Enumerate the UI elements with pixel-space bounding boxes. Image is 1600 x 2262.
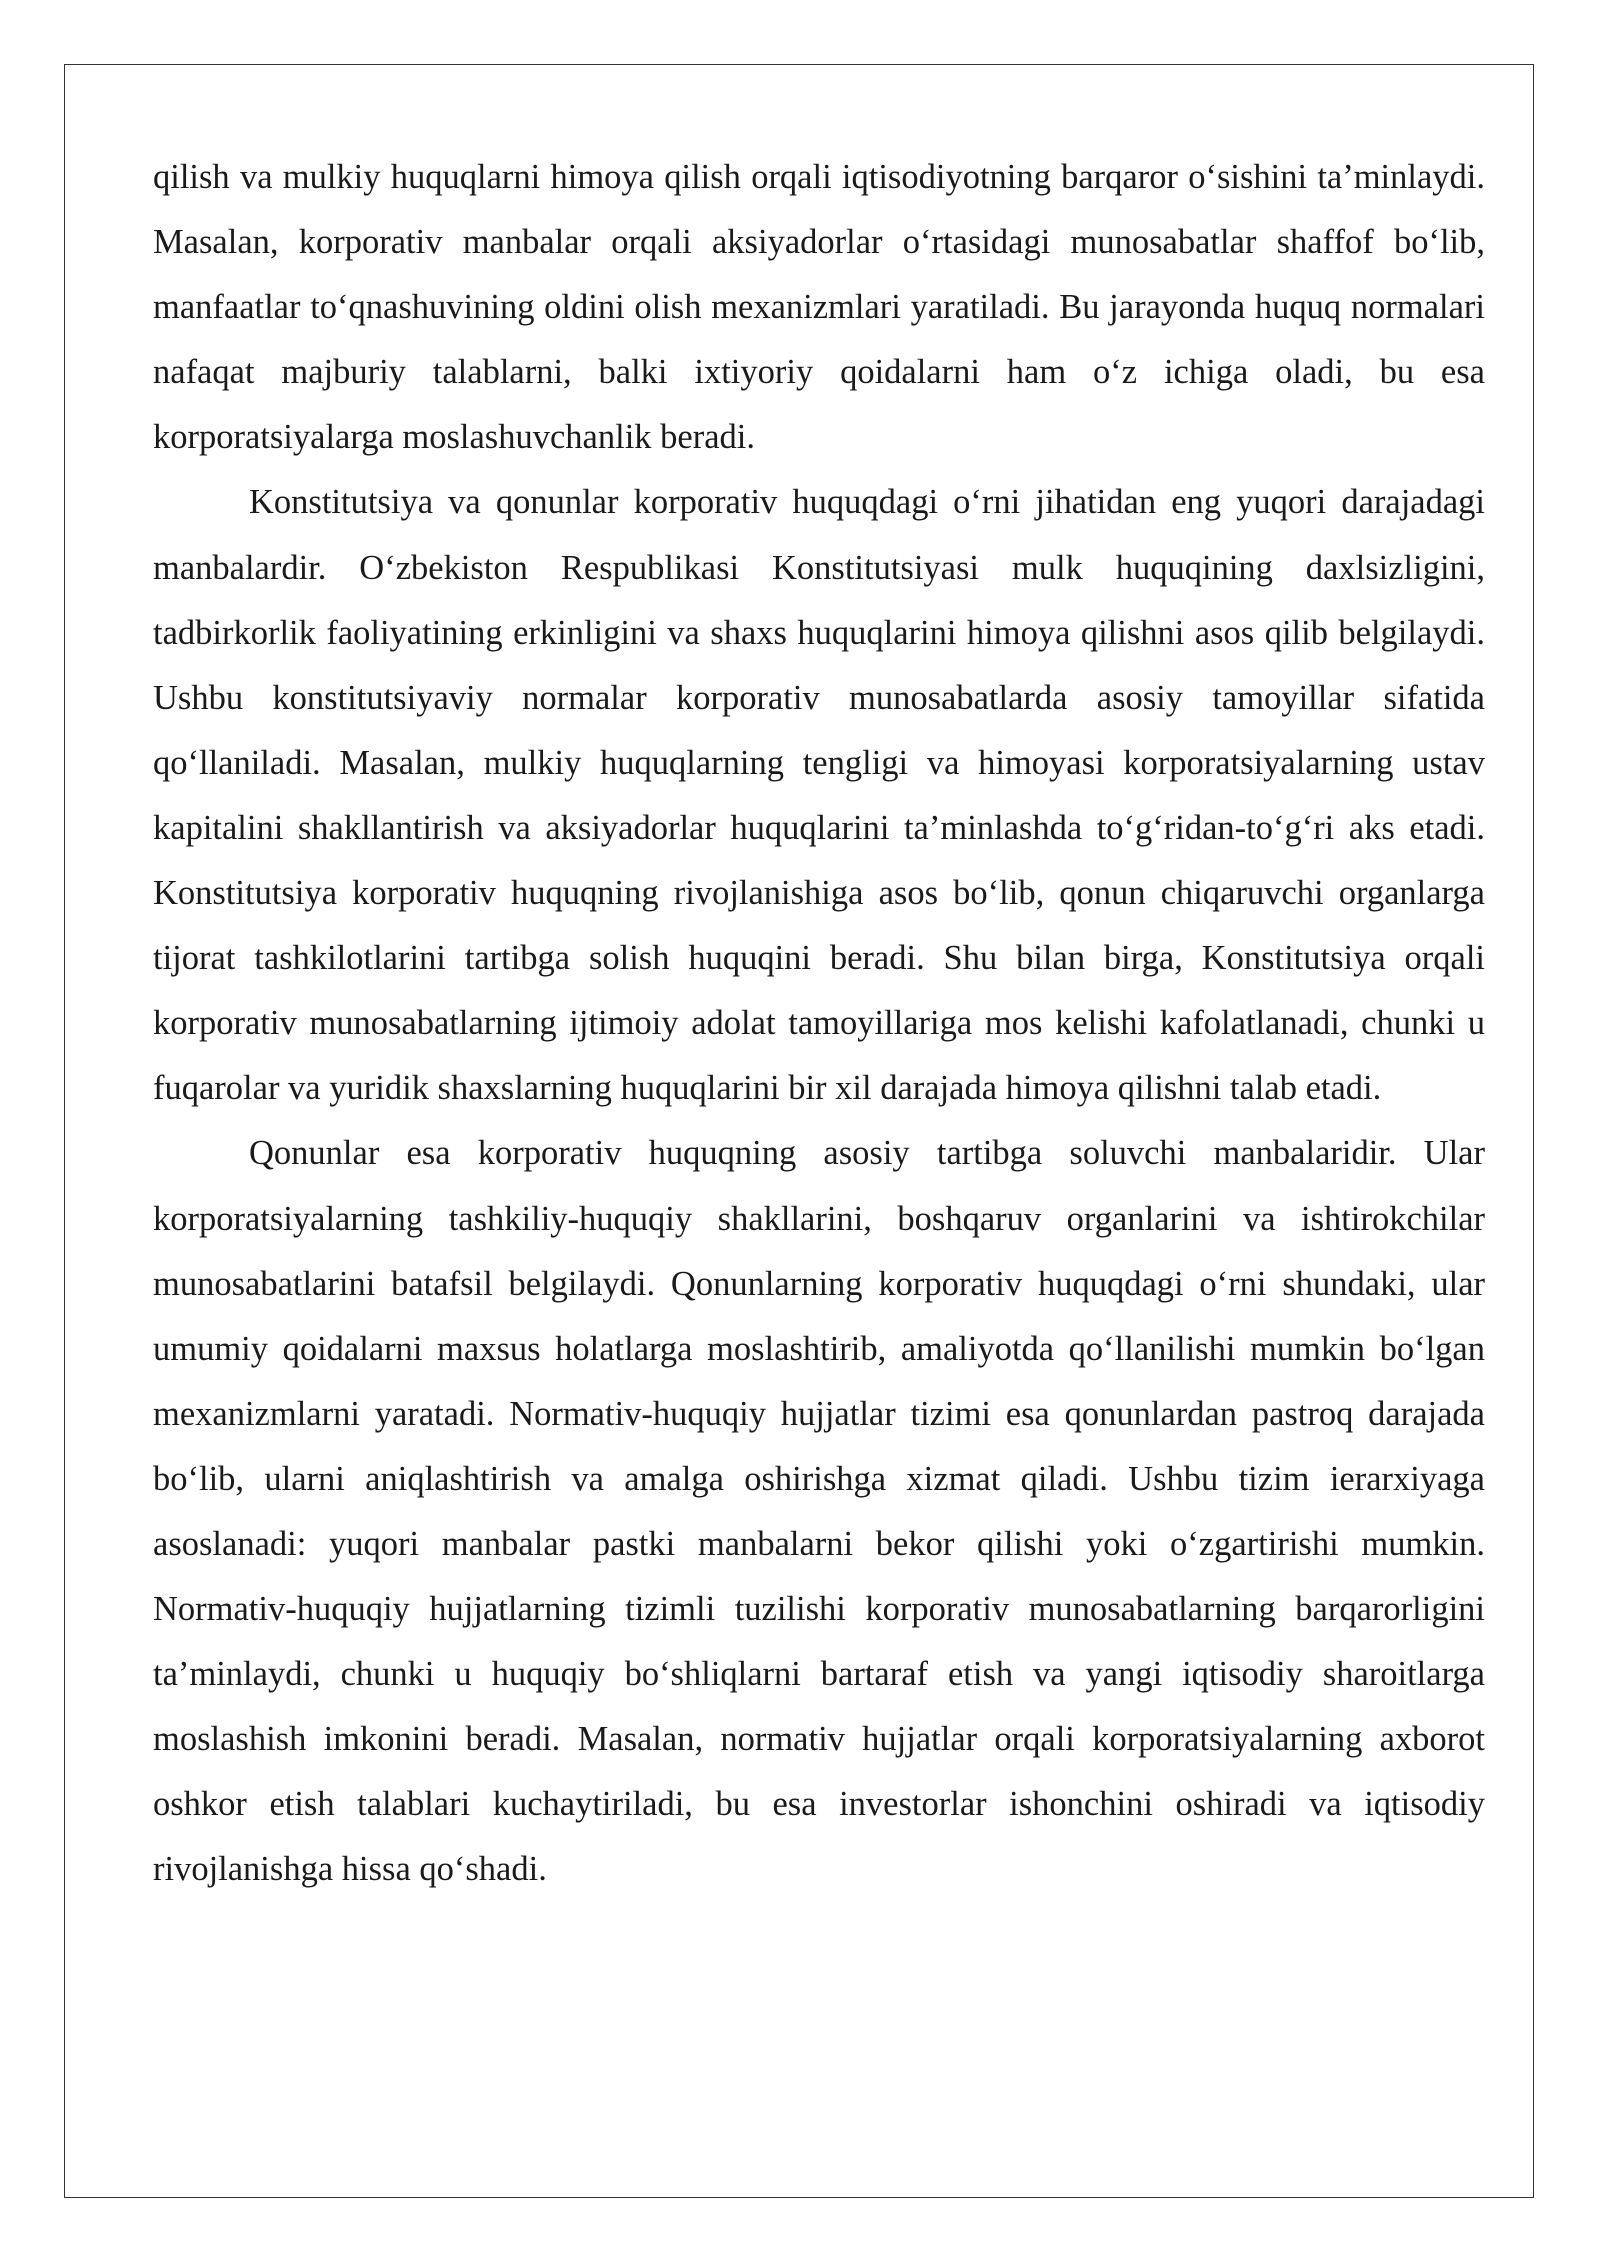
paragraph-3: Qonunlar esa korporativ huquqning asosiy tartibga soluvchi manbalaridir. Ular korporatsiyalarning tashkiliy-huquqiy shakllarini, boshqaruv organlarini va ishtirokchilar munosabatlarini batafsil belgilaydi. Qonunlarning korporativ huquqdagi o‘rni shundaki, ular umumiy qoidalarni maxsus holatlarga moslashtirib, amaliyotda qo‘llanilishi mumkin bo‘lgan mexanizmlarni yaratadi. Normativ-huquqiy hujjatlar tizimi esa qonunlardan pastroq darajada bo‘lib, ularni aniqlashtirish va amalga oshirishga xizmat qiladi. Ushbu tizim ierarxiyaga asoslanadi: yuqori manbalar pastki manbalarni bekor qilishi yoki o‘zgartirishi mumkin. Normativ-huquqiy hujjatlarning tizimli tuzilishi korporativ munosabatlarning barqarorligini ta’minlaydi, chunki u huquqiy bo‘shliqlarni bartaraf etish va yangi iqtisodiy sharoitlarga moslashish imkonini beradi. Masalan, normativ hujjatlar orqali korporatsiyalarning axborot oshkor etish talablari kuchaytiriladi, bu esa investorlar ishonchini oshiradi va iqtisodiy rivojlanishga hissa qo‘shadi. bbox=[153, 1134, 1485, 1889]
paragraph-2: Konstitutsiya va qonunlar korporativ huquqdagi o‘rni jihatidan eng yuqori darajadagi manbalardir. O‘zbekiston Respublikasi Konstitutsiyasi mulk huquqining daxlsizligini, tadbirkorlik faoliyatining erkinligini va shaxs huquqlarini himoya qilishni asos qilib belgilaydi. Ushbu konstitutsiyaviy normalar korporativ munosabatlarda asosiy tamoyillar sifatida qo‘llaniladi. Masalan, mulkiy huquqlarning tengligi va himoyasi korporatsiyalarning ustav kapitalini shakllantirish va aksiyadorlar huquqlarini ta’minlashda to‘g‘ridan-to‘g‘ri aks etadi. Konstitutsiya korporativ huquqning rivojlanishiga asos bo‘lib, qonun chiqaruvchi organlarga tijorat tashkilotlarini tartibga solish huquqini beradi. Shu bilan birga, Konstitutsiya orqali korporativ munosabatlarning ijtimoiy adolat tamoyillariga mos kelishi kafolatlanadi, chunki u fuqarolar va yuridik shaxslarning huquqlarini bir xil darajada himoya qilishni talab etadi. bbox=[153, 483, 1485, 1108]
paragraph-1: qilish va mulkiy huquqlarni himoya qilish orqali iqtisodiyotning barqaror o‘sishini ta’minlaydi. Masalan, korporativ manbalar orqali aksiyadorlar o‘rtasidagi munosabatlar shaffof bo‘lib, manfaatlar to‘qnashuvining oldini olish mexanizmlari yaratiladi. Bu jarayonda huquq normalari nafaqat majburiy talablarni, balki ixtiyoriy qoidalarni ham o‘z ichiga oladi, bu esa korporatsiyalarga moslashuvchanlik beradi. bbox=[153, 158, 1485, 457]
document-body bbox=[153, 145, 1485, 1903]
